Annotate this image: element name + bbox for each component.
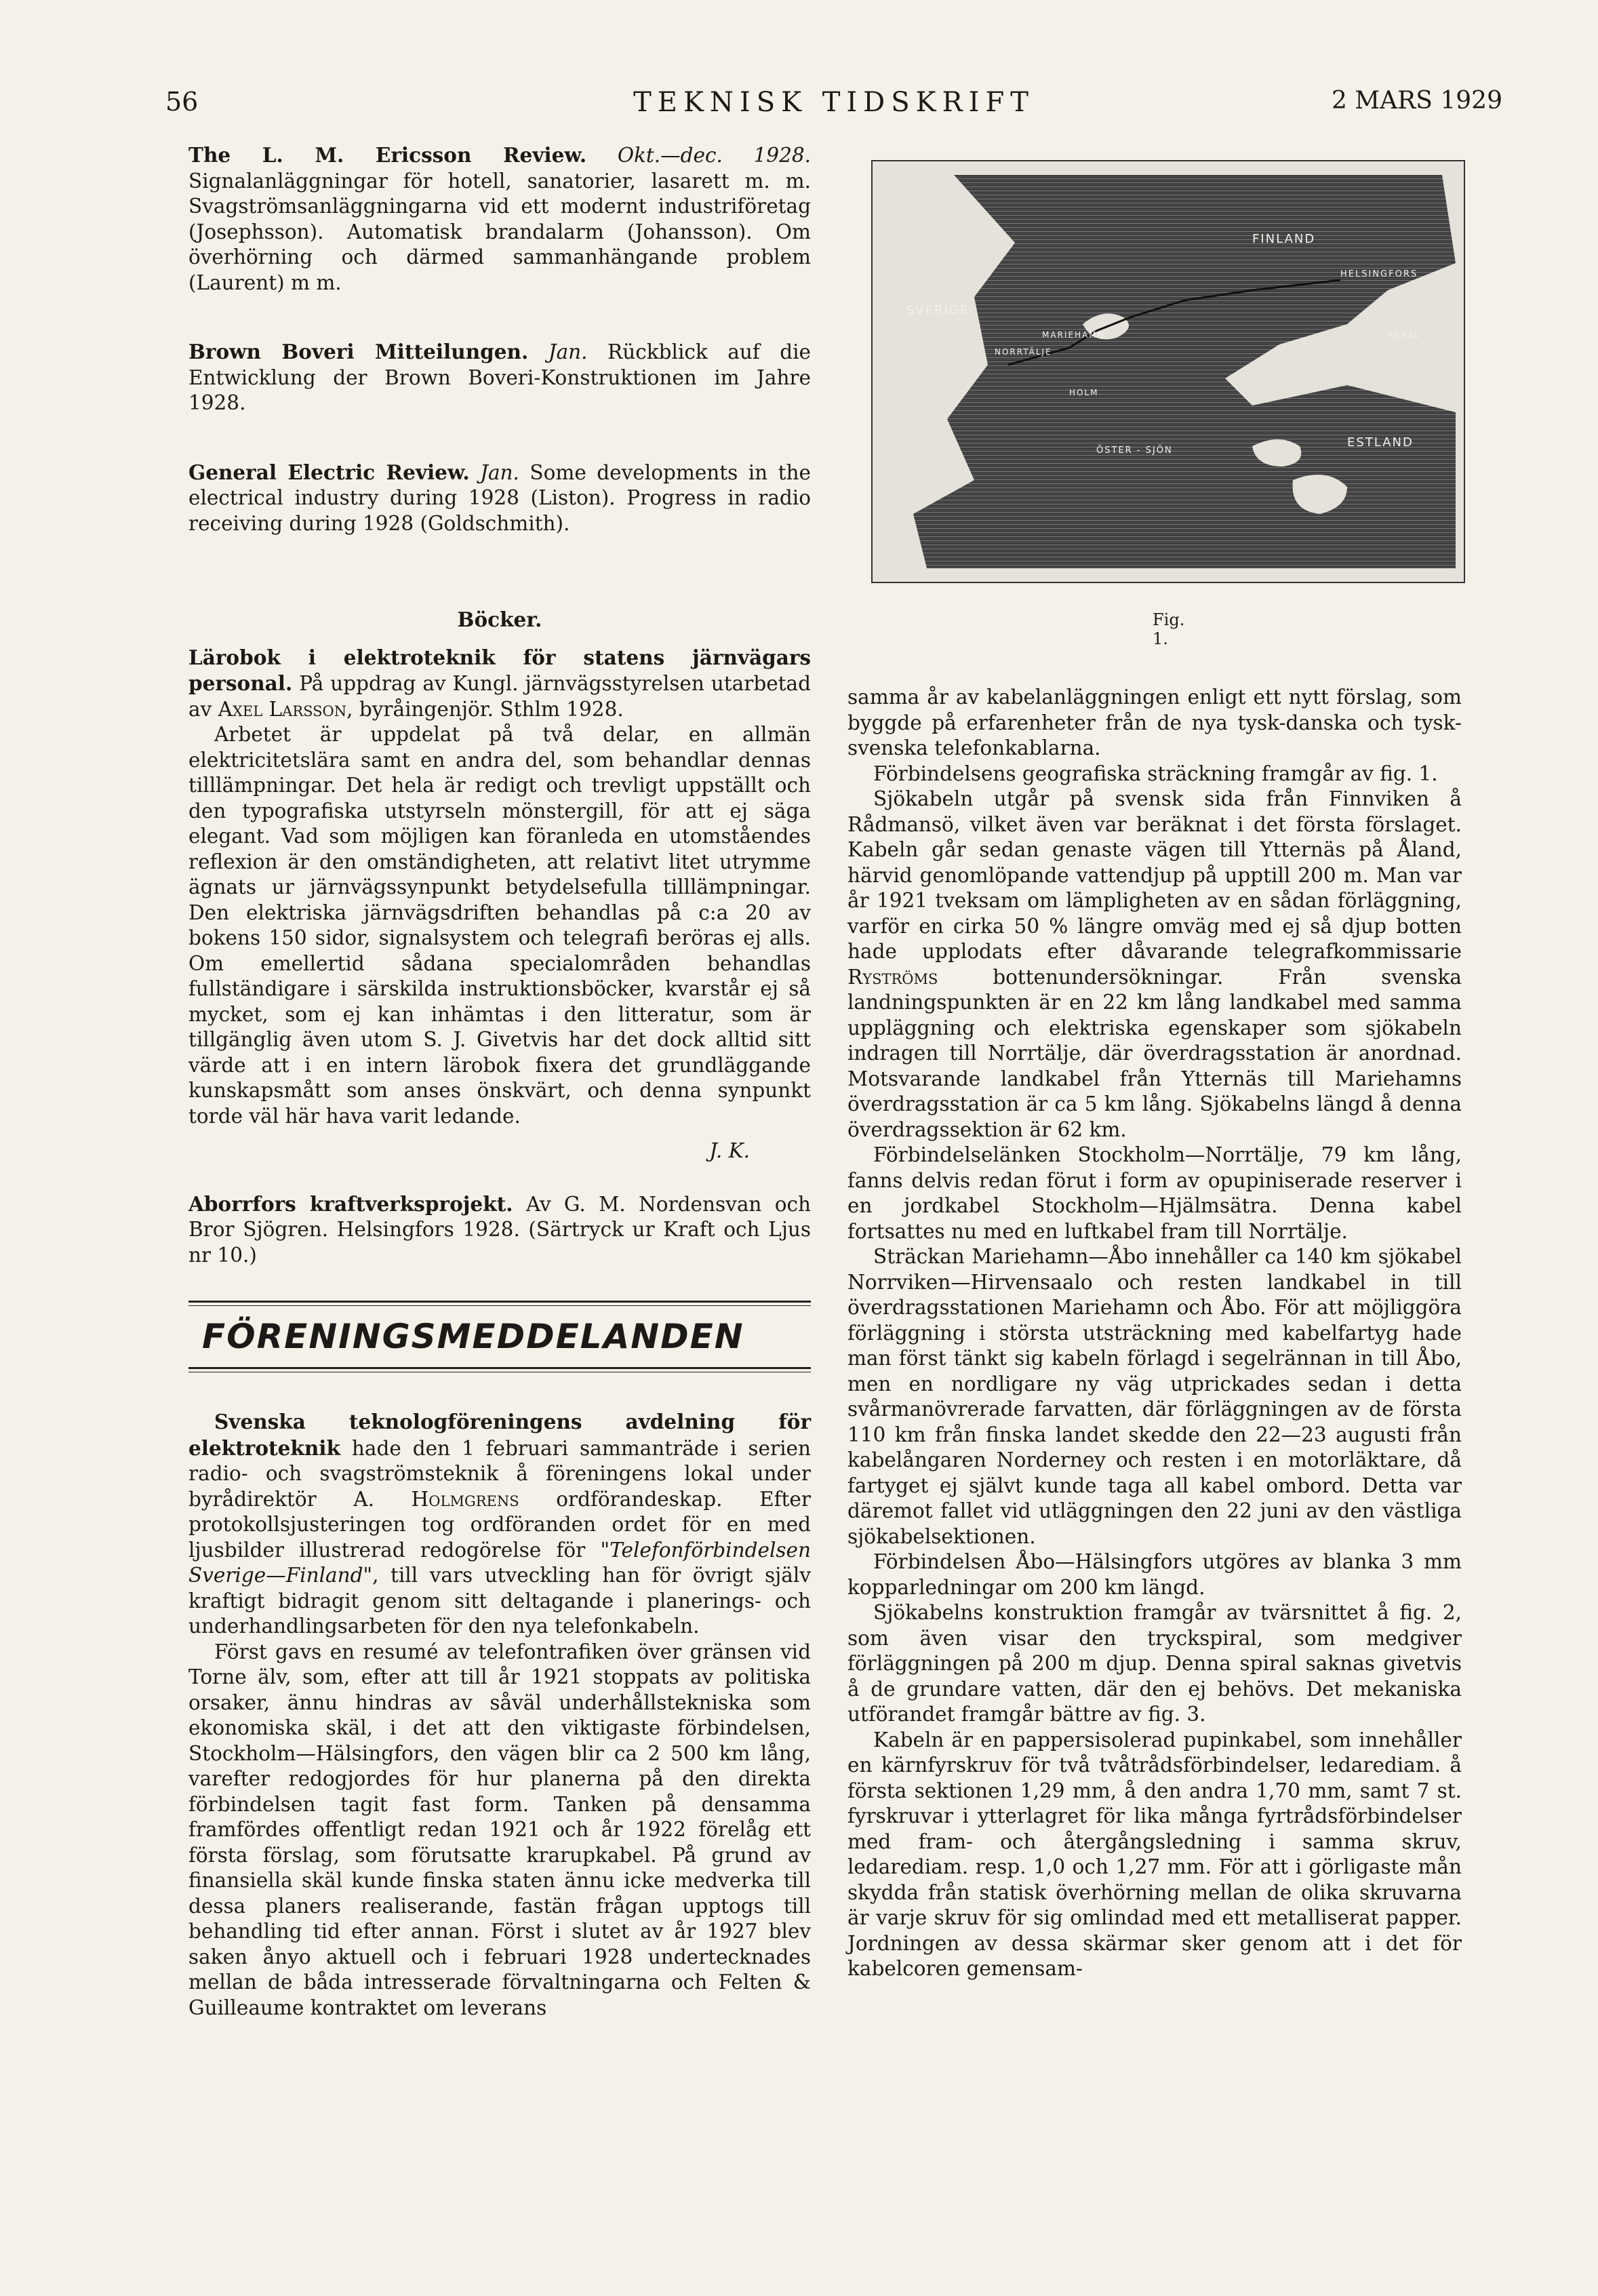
review-general-electric xyxy=(188,460,811,537)
review-text: Signalanläggningar för hotell, sanatorier, lasarett m. m. Svagströmsanläggningarna vid ett modernt industriföretag (Josephsson). Automatisk brandalarm (Johansson). Om överhörning och därmed sammanhängande problem (Laurent) m m. xyxy=(188,169,811,294)
book-title: Aborrfors kraftverksprojekt. xyxy=(188,1191,513,1216)
paragraph: Kabeln är en pappersisolerad pupinkabel, som innehåller en kärnfyrskruv för två tvåtrådsförbindelser, ledarediam. å första sektionen 1,29 mm, å den andra 1,70 mm, samt 7 st. fyrskruvar i ytterlagret för lika många fyrtrådsförbindelser med fram- och återgångsledning i samma skruv, ledarediam. resp. 1,0 och 1,27 mm. För att i görligaste mån skydda från statisk överhörning mellan de olika skruvarna är varje skruv för sig omlindad med ett metalliserat papper. Jordningen av dessa skärmar sker genom att i det för kabelcoren gemensam- xyxy=(847,1728,1462,1980)
figure-map xyxy=(871,160,1465,583)
label-estland: ESTLAND xyxy=(1347,435,1414,450)
label-holm: HOLM xyxy=(1069,388,1099,397)
review-issue: Jan. xyxy=(480,460,519,484)
paragraph: Sjökabelns konstruktion framgår av tvärsnittet å fig. 2, som även visar den tryckspiral, som medgiver förläggningen på 200 m djup. Denna spiral saknas givetvis å de grundare vatten, där den ej behövs. Det mekaniska utförandet framgår bättre av fig. 3. xyxy=(847,1601,1462,1726)
review-issue: Okt.—dec. 1928. xyxy=(617,144,811,167)
book-title: Lärobok i elektroteknik för statens järnvägars personal. xyxy=(188,645,811,695)
page-number: 56 xyxy=(165,87,199,117)
meeting-report: Svenska teknologföreningens avdelning för elektroteknik hade den 1 februari sammanträde i serien radio- och svagströmsteknik å föreningens lokal under byrådirektör A. Holmgrens ordförandeskap. Efter protokollsjusteringen tog ordföranden ordet för en med ljusbilder illustrerad redogörelse för "Telefonförbindelsen Sverige—Finland", till vars utveckling han för övrigt själv kraftigt bidragit genom sitt deltagande i planerings- och underhandlingsarbeten för den nya telefonkabeln. xyxy=(188,1410,811,1638)
lecture-title: "Telefonförbindelsen Sverige—Finland" xyxy=(188,1538,811,1587)
running-header xyxy=(165,87,1502,127)
section-title: FÖRENINGSMEDDELANDEN xyxy=(202,1317,744,1356)
review-ericsson xyxy=(188,142,811,296)
book-larobok: Lärobok i elektroteknik för statens järnvägars personal. På uppdrag av Kungl. järnvägsstyrelsen utarbetad av Axel Larsson, byråingenjör. Sthlm 1928. xyxy=(188,645,811,721)
divider xyxy=(188,1301,811,1306)
issue-date: 2 MARS 1929 xyxy=(1331,87,1502,115)
meeting-report-body: Först gavs en resumé av telefontrafiken över gränsen vid Torne älv, som, efter att till år 1921 stoppats av politiska orsaker, ännu hindras av såväl underhållstekniska som ekonomiska skäl, i det att den viktigaste förbindelsen, Stockholm—Hälsingfors, den vägen blir ca 2 500 km lång, varefter redogjordes för hur planerna på den direkta förbindelsen tagit fast form. Tanken på densamma framfördes offentligt redan 1921 och år 1922 förelåg ett första förslag, som förutsatte krarupkabel. På grund av finansiella skäl kunde finska staten ännu icke medverka till dessa planers realiserande, fastän frågan upptogs till behandling tid efter annan. Först i slutet av år 1927 blev saken ånyo aktuell och i februari 1928 undertecknades mellan de båda intresserade förvaltningarna och Felten & Guilleaume kontraktet om leverans xyxy=(188,1640,811,2019)
review-brown-boveri xyxy=(188,339,811,416)
section-heading-block xyxy=(188,1301,811,1372)
label-helsingfors: HELSINGFORS xyxy=(1340,269,1418,279)
chair-name: A. Holmgrens xyxy=(353,1487,519,1511)
paragraph: Förbindelsens geografiska sträckning framgår av fig. 1. xyxy=(873,761,1438,785)
label-oster-sjon: ÖSTER - SJÖN xyxy=(1096,446,1173,456)
map-image xyxy=(873,161,1464,582)
society-name: Svenska teknologföreningens avdelning för elektroteknik xyxy=(188,1410,811,1460)
review-title: The L. M. Ericsson Review. xyxy=(188,143,587,167)
review-title: Brown Boveri Mitteilungen. xyxy=(188,340,529,363)
paragraph: Förbindelselänken Stockholm—Norrtälje, 79 km lång, fanns delvis redan förut i form av opupiniserade reserver i en jordkabel Stockholm—Hjälmsätra. Denna kabel fortsattes nu med en luftkabel fram till Norrtälje. xyxy=(847,1143,1462,1243)
label-finland: FINLAND xyxy=(1252,232,1316,246)
journal-title: TEKNISK TIDSKRIFT xyxy=(633,87,1035,118)
review-text: Some developments in the electrical industry during 1928 (Liston). Progress in radio receiving during 1928 (Goldschmith). xyxy=(188,460,811,535)
paragraph: Sträckan Mariehamn—Åbo innehåller ca 140 km sjökabel Norrviken—Hirvensaalo och resten landkabel in till överdragsstationen Mariehamn och Åbo. För att möjliggöra förläggning i största utsträckning med kabelfartyg hade man först tänkt sig kabeln förlagd i segelrännan in till Åbo, men en nordligare ny väg utprickades sedan i detta svårmanövrerade farvatten, där förläggningen av de första 110 km från finska landet skedde den 22—23 augusti från kabelångaren Norderney och resten i en motorläktare, då fartyget ej självt kunde taga all kabel ombord. Detta var däremot fallet vid utläggningen den 22 juni av den västliga sjökabelsektionen. xyxy=(847,1245,1462,1548)
label-reval: REVAL xyxy=(1388,330,1421,340)
left-column xyxy=(188,142,811,2021)
divider xyxy=(188,1367,811,1372)
right-column xyxy=(847,685,1462,1982)
person-name: Ryströms xyxy=(847,965,938,989)
paragraph: samma år av kabelanläggningen enligt ett nytt förslag, som byggde på erfarenheter från de nya tysk-danska och tysk-svenska telefonkablarna. xyxy=(847,686,1462,759)
label-sverige: SVERIGE xyxy=(906,303,970,317)
label-norrtalje: NORRTÄLJE xyxy=(995,347,1052,357)
books-heading: Böcker. xyxy=(457,608,542,631)
book-aborrfors: Aborrfors kraftverksprojekt. Av G. M. Nordensvan och Bror Sjögren. Helsingfors 1928. (Särtryck ur Kraft och Ljus nr 10.) xyxy=(188,1191,811,1267)
book-review-body: Arbetet är uppdelat på två delar, en allmän elektricitetslära samt en andra del, som behandlar dennas tilllämpningar. Det hela är redigt och trevligt uppställt och den typografiska utstyrseln mönstergill, för att ej säga elegant. Vad som möjligen kan föranleda en utomståendes reflexion är den omständigheten, att relativt litet utrymme ägnats ur järnvägssynpunkt betydelsefulla tilllämpningar. Den elektriska järnvägsdriften behandlas på c:a 20 av bokens 150 sidor, signalsystem och telegrafi beröras ej alls. Om emellertid sådana specialområden behandlas fullständigare i särskilda instruktionsböcker, kvarstår ej så mycket, som ej kan inhämtas i den litteratur, som är tillgänglig även utom S. J. Givetvis har det dock alltid sitt värde att i en intern lärobok fixera det grundläggande kunskapsmått som anses önskvärt, och denna synpunkt torde väl här hava varit ledande. xyxy=(188,723,811,1128)
review-title: General Electric Review. xyxy=(188,460,470,484)
paragraph: Förbindelsen Åbo—Hälsingfors utgöres av blanka 3 mm kopparledningar om 200 km längd. xyxy=(847,1550,1462,1599)
review-issue: Jan. xyxy=(548,340,588,363)
signature: J. K. xyxy=(709,1139,750,1162)
paragraph: Sjökabeln utgår på svensk sida från Finnviken å Rådmansö, vilket även var beräknat i det första förslaget. Kabeln går sedan genaste vägen till Ytternäs på Åland, härvid genomlöpande vattendjup på upptill 200 m. Man var år 1921 tveksam om lämpligheten av en sådan förläggning, varför en cirka 50 % längre omväg med ej så djup botten hade upplodats efter dåvarande telegrafkommissarie Ryströms bottenundersökningar. Från svenska landningspunkten är en 22 km lång landkabel med samma uppläggning och elektriska egenskaper som sjökabeln indragen till Norrtälje, där överdragsstation är anordnad. Motsvarande landkabel från Ytternäs till Mariehamns överdragsstation är ca 5 km lång. Sjökabelns längd å denna överdragssektion är 62 km. xyxy=(847,787,1462,1141)
author-name: Axel Larsson xyxy=(218,697,347,721)
label-mariehamn: MARIEHAMN xyxy=(1042,330,1105,340)
review-text: Rückblick auf die Entwicklung der Brown Boveri-Konstruktionen im Jahre 1928. xyxy=(188,340,811,414)
figure-caption: Fig. 1. xyxy=(1153,610,1185,648)
